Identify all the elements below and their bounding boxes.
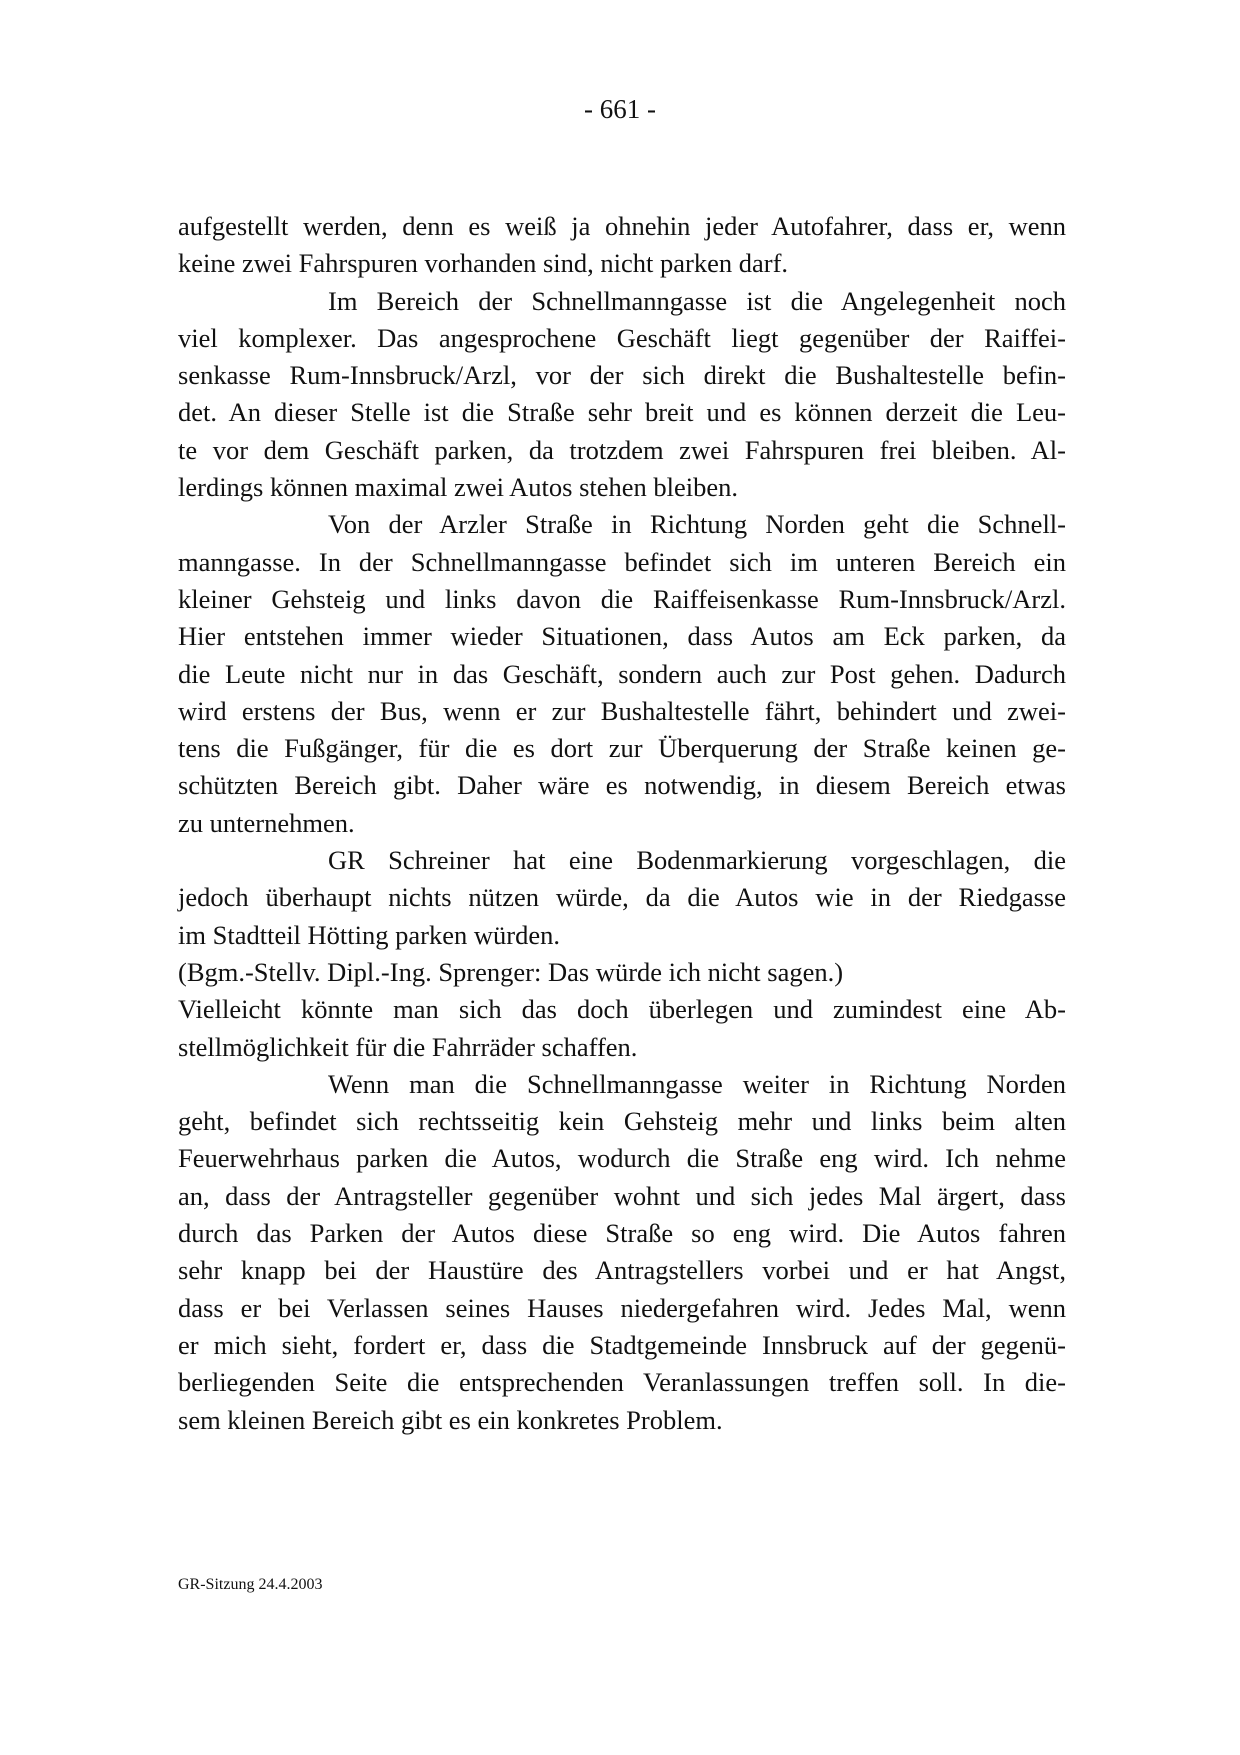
- text-line: viel komplexer. Das angesprochene Geschäft liegt gegenüber der Raiffei-: [178, 322, 1066, 353]
- text-line: dass er bei Verlassen seines Hauses niedergefahren wird. Jedes Mal, wenn: [178, 1292, 1066, 1323]
- text-line: Feuerwehrhaus parken die Autos, wodurch die Straße eng wird. Ich nehme: [178, 1143, 1066, 1174]
- text-line: Hier entstehen immer wieder Situationen, dass Autos am Eck parken, da: [178, 621, 1066, 652]
- text-line: berliegenden Seite die entsprechenden Veranlassungen treffen soll. In die-: [178, 1367, 1066, 1398]
- text-line: er mich sieht, fordert er, dass die Stadtgemeinde Innsbruck auf der gegenü-: [178, 1329, 1066, 1360]
- text-line: manngasse. In der Schnellmanngasse befindet sich im unteren Bereich ein: [178, 546, 1066, 577]
- text-line: schützten Bereich gibt. Daher wäre es notwendig, in diesem Bereich etwas: [178, 770, 1066, 801]
- text-line: die Leute nicht nur in das Geschäft, sondern auch zur Post gehen. Dadurch: [178, 658, 1066, 689]
- text-line: (Bgm.-Stellv. Dipl.-Ing. Sprenger: Das würde ich nicht sagen.): [178, 956, 844, 987]
- text-line: GR Schreiner hat eine Bodenmarkierung vorgeschlagen, die: [328, 845, 1066, 876]
- text-line: durch das Parken der Autos diese Straße so eng wird. Die Autos fahren: [178, 1218, 1066, 1249]
- text-line: tens die Fußgänger, für die es dort zur Überquerung der Straße keinen ge-: [178, 733, 1066, 764]
- text-line: jedoch überhaupt nichts nützen würde, da die Autos wie in der Riedgasse: [178, 882, 1066, 913]
- text-line: det. An dieser Stelle ist die Straße sehr breit und es können derzeit die Leu-: [178, 397, 1066, 428]
- body-text: [178, 208, 1066, 1439]
- text-line: Wenn man die Schnellmanngasse weiter in Richtung Norden: [328, 1068, 1066, 1099]
- text-line: wird erstens der Bus, wenn er zur Bushaltestelle fährt, behindert und zwei-: [178, 695, 1066, 726]
- text-line: im Stadtteil Hötting parken würden.: [178, 919, 560, 950]
- text-line: Von der Arzler Straße in Richtung Norden geht die Schnell-: [328, 509, 1066, 540]
- text-line: te vor dem Geschäft parken, da trotzdem zwei Fahrspuren frei bleiben. Al-: [178, 434, 1066, 465]
- footer-session-date: GR-Sitzung 24.4.2003: [178, 1576, 323, 1593]
- text-line: zu unternehmen.: [178, 807, 355, 838]
- text-line: senkasse Rum-Innsbruck/Arzl, vor der sich direkt die Bushaltestelle befin-: [178, 360, 1066, 391]
- text-line: aufgestellt werden, denn es weiß ja ohnehin jeder Autofahrer, dass er, wenn: [178, 211, 1066, 241]
- text-line: kleiner Gehsteig und links davon die Raiffeisenkasse Rum-Innsbruck/Arzl.: [178, 583, 1066, 614]
- text-line: keine zwei Fahrspuren vorhanden sind, nicht parken darf.: [178, 248, 789, 279]
- text-line: an, dass der Antragsteller gegenüber wohnt und sich jedes Mal ärgert, dass: [178, 1180, 1066, 1211]
- text-line: stellmöglichkeit für die Fahrräder schaffen.: [178, 1031, 638, 1062]
- text-line: lerdings können maximal zwei Autos stehen bleiben.: [178, 472, 739, 503]
- text-line: Vielleicht könnte man sich das doch überlegen und zumindest eine Ab-: [178, 994, 1066, 1025]
- text-line: sem kleinen Bereich gibt es ein konkretes Problem.: [178, 1404, 723, 1435]
- page-number: - 661 -: [584, 94, 656, 124]
- text-line: Im Bereich der Schnellmanngasse ist die Angelegenheit noch: [328, 285, 1066, 316]
- text-line: sehr knapp bei der Haustüre des Antragstellers vorbei und er hat Angst,: [178, 1255, 1066, 1286]
- text-line: geht, befindet sich rechtsseitig kein Gehsteig mehr und links beim alten: [178, 1106, 1066, 1137]
